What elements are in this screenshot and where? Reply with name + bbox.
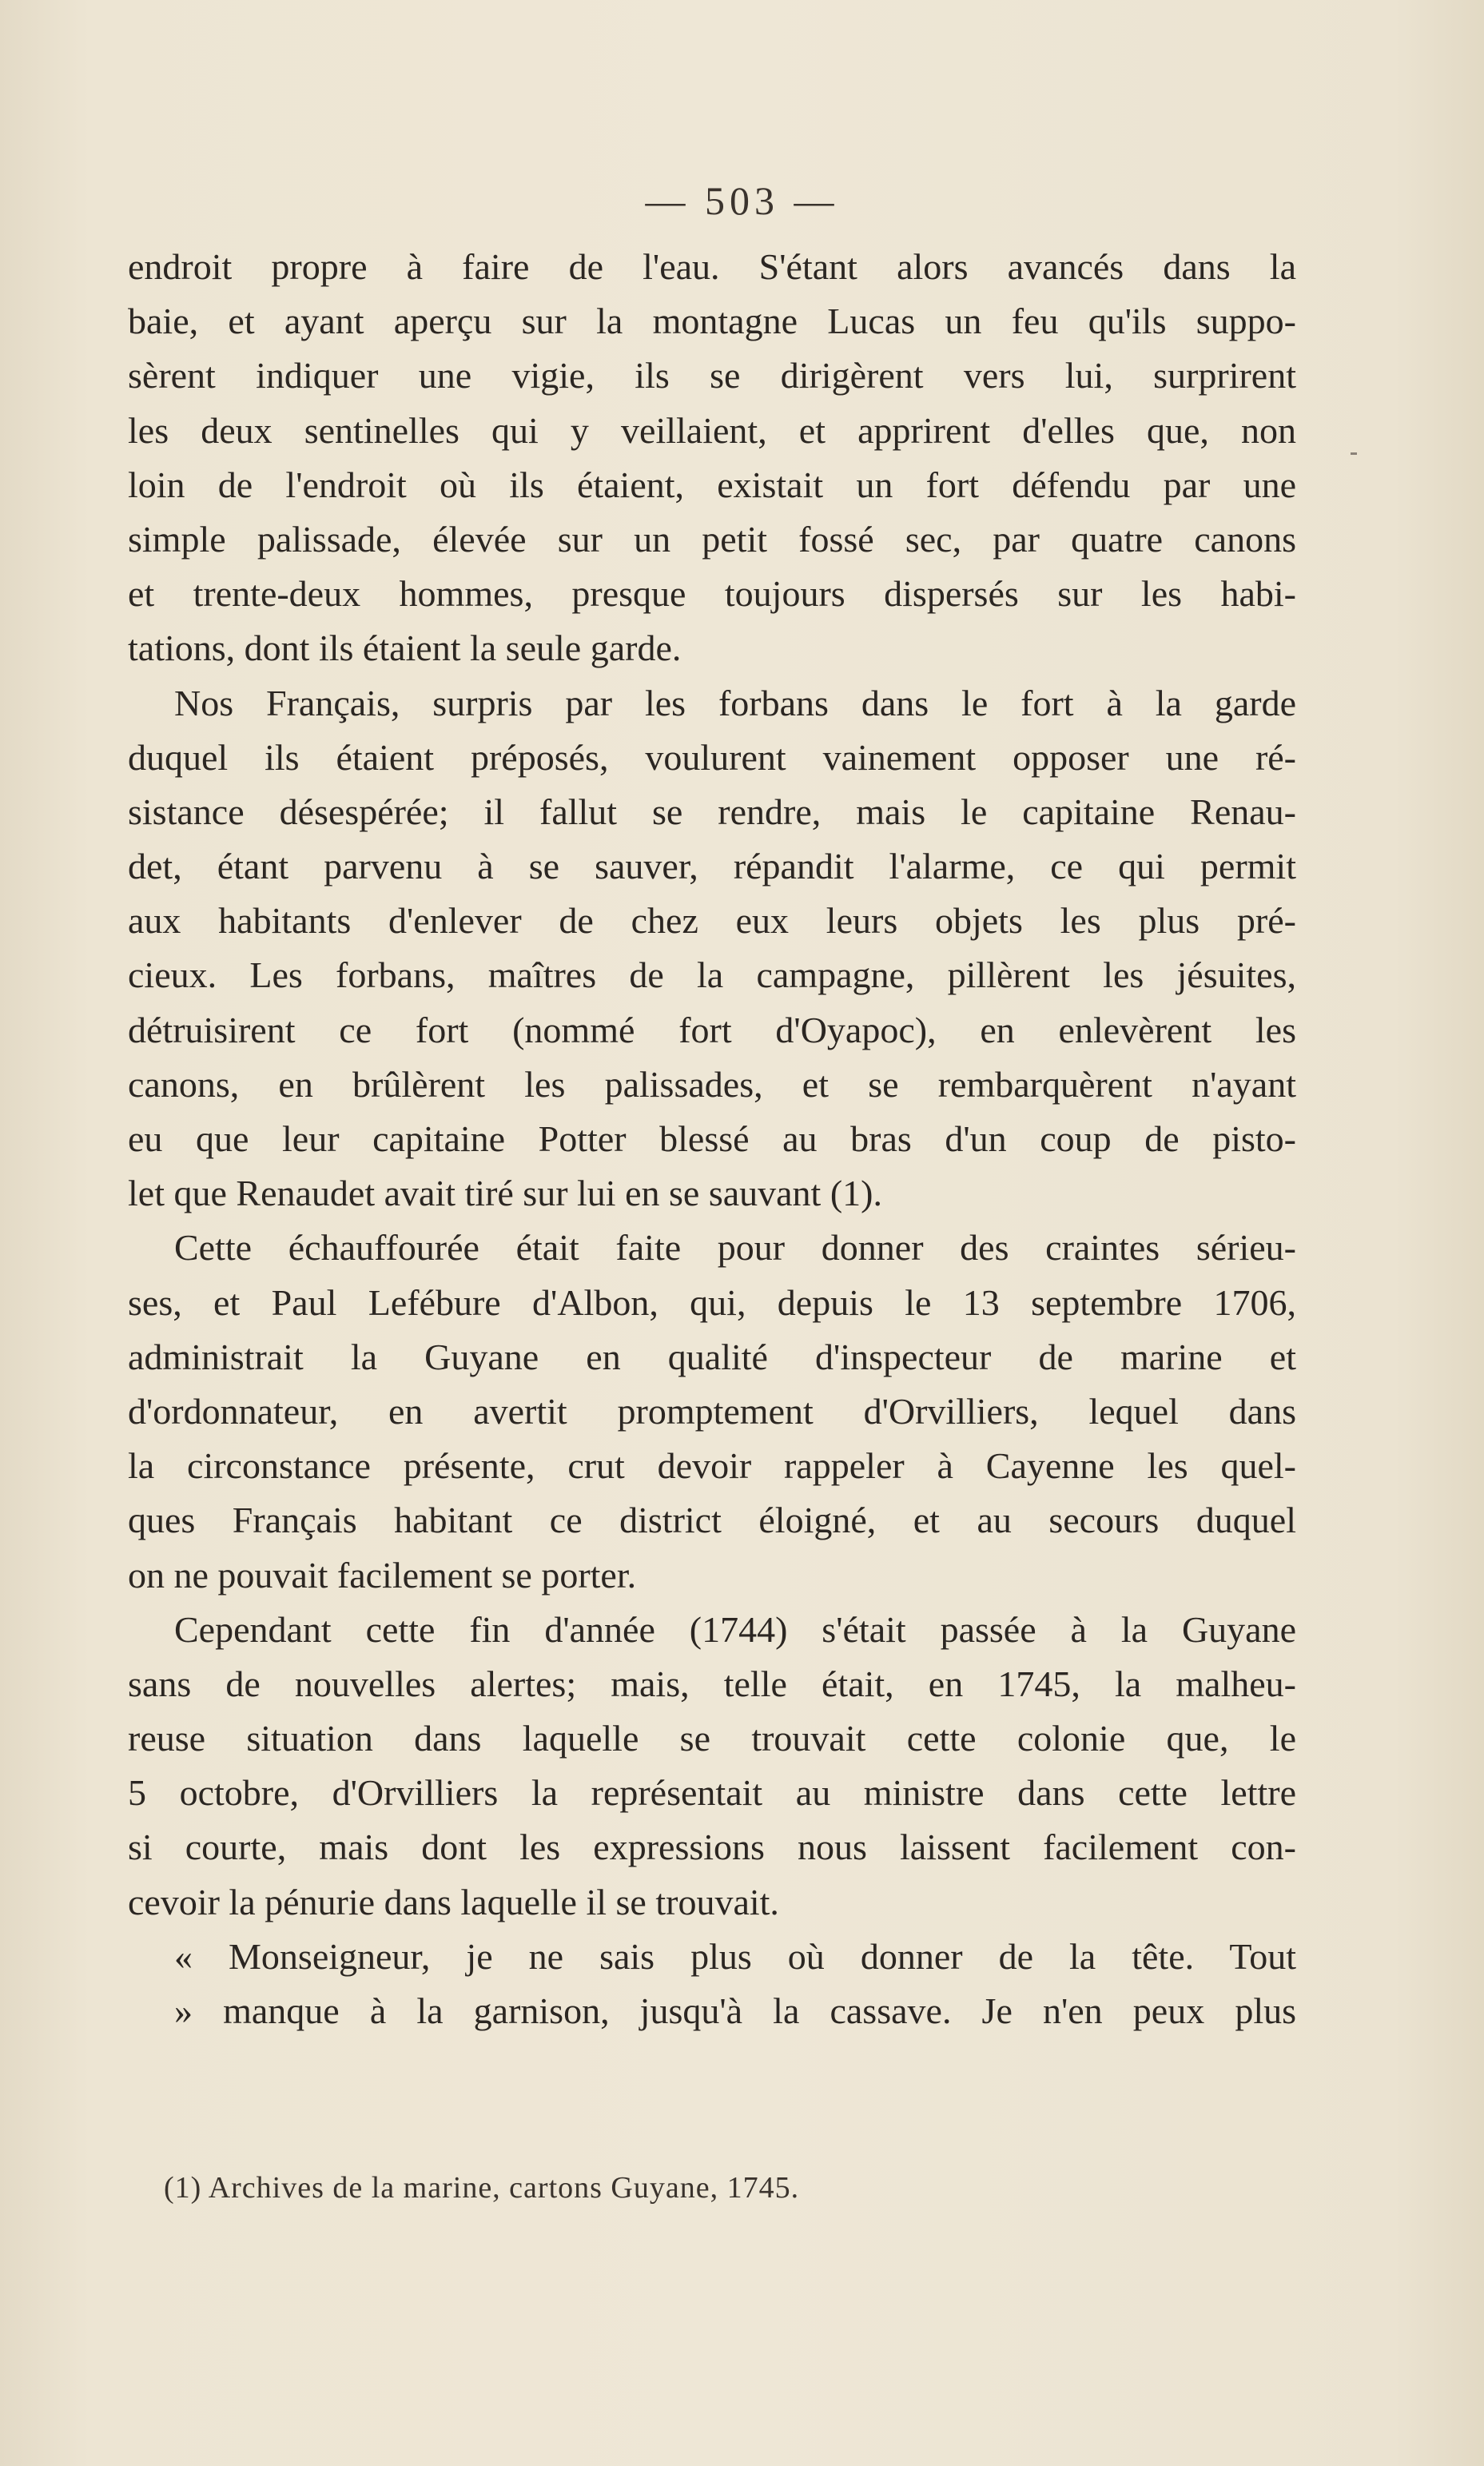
margin-mark xyxy=(1351,452,1357,455)
text-line: ses, et Paul Lefébure d'Albon, qui, depuis le 13 septembre 1706, xyxy=(128,1281,1296,1323)
text-line: let que Renaudet avait tiré sur lui en se sauvant (1). xyxy=(128,1173,882,1214)
text-line: sans de nouvelles alertes; mais, telle était, en 1745, la malheu- xyxy=(128,1663,1296,1704)
text-line: d'ordonnateur, en avertit promptement d'Orvilliers, lequel dans xyxy=(128,1390,1296,1432)
text-line: duquel ils étaient préposés, voulurent vainement opposer une ré- xyxy=(128,736,1296,778)
text-line: « Monseigneur, je ne sais plus où donner de la tête. Tout xyxy=(174,1935,1296,1977)
text-line: sèrent indiquer une vigie, ils se dirigèrent vers lui, surprirent xyxy=(128,355,1296,396)
footnote: (1) Archives de la marine, cartons Guyane, 1745. xyxy=(164,2171,800,2205)
text-line: 5 octobre, d'Orvilliers la représentait au ministre dans cette lettre xyxy=(128,1772,1296,1814)
text-line: aux habitants d'enlever de chez eux leurs objets les plus pré- xyxy=(128,900,1296,942)
text-line: tations, dont ils étaient la seule garde. xyxy=(128,627,682,669)
text-line: baie, et ayant aperçu sur la montagne Lucas un feu qu'ils suppo- xyxy=(128,301,1296,342)
text-line: administrait la Guyane en qualité d'inspecteur de marine et xyxy=(128,1336,1296,1377)
text-line: détruisirent ce fort (nommé fort d'Oyapoc), en enlevèrent les xyxy=(128,1009,1296,1050)
text-line: la circonstance présente, crut devoir rappeler à Cayenne les quel- xyxy=(128,1445,1296,1487)
text-line: canons, en brûlèrent les palissades, et se rembarquèrent n'ayant xyxy=(128,1063,1296,1105)
text-line: simple palissade, élevée sur un petit fossé sec, par quatre canons xyxy=(128,518,1296,560)
text-line: cieux. Les forbans, maîtres de la campagne, pillèrent les jésuites, xyxy=(128,954,1296,996)
text-line: et trente-deux hommes, presque toujours dispersés sur les habi- xyxy=(128,573,1296,615)
text-line: loin de l'endroit où ils étaient, existait un fort défendu par une xyxy=(128,464,1296,505)
text-line: Cette échauffourée était faite pour donner des craintes sérieu- xyxy=(174,1227,1296,1269)
text-line: sistance désespérée; il fallut se rendre, mais le capitaine Renau- xyxy=(128,791,1296,832)
text-line: det, étant parvenu à se sauver, répandit l'alarme, ce qui permit xyxy=(128,846,1296,887)
text-line: ques Français habitant ce district éloigné, et au secours duquel xyxy=(128,1500,1296,1541)
text-line: on ne pouvait facilement se porter. xyxy=(128,1554,637,1596)
text-line: endroit propre à faire de l'eau. S'étant alors avancés dans la xyxy=(128,246,1296,287)
page-number: — 503 — xyxy=(645,178,839,223)
text-line: Cependant cette fin d'année (1744) s'était passée à la Guyane xyxy=(174,1608,1296,1650)
text-line: reuse situation dans laquelle se trouvait cette colonie que, le xyxy=(128,1718,1296,1759)
text-line: les deux sentinelles qui y veillaient, et apprirent d'elles que, non xyxy=(128,409,1296,451)
text-line: eu que leur capitaine Potter blessé au bras d'un coup de pisto- xyxy=(128,1118,1296,1159)
text-line: cevoir la pénurie dans laquelle il se trouvait. xyxy=(128,1881,779,1922)
text-line: si courte, mais dont les expressions nous laissent facilement con- xyxy=(128,1827,1296,1868)
text-line: Nos Français, surpris par les forbans dans le fort à la garde xyxy=(174,682,1296,723)
body-text xyxy=(128,240,1296,2038)
text-line: » manque à la garnison, jusqu'à la cassave. Je n'en peux plus xyxy=(174,1990,1296,2031)
